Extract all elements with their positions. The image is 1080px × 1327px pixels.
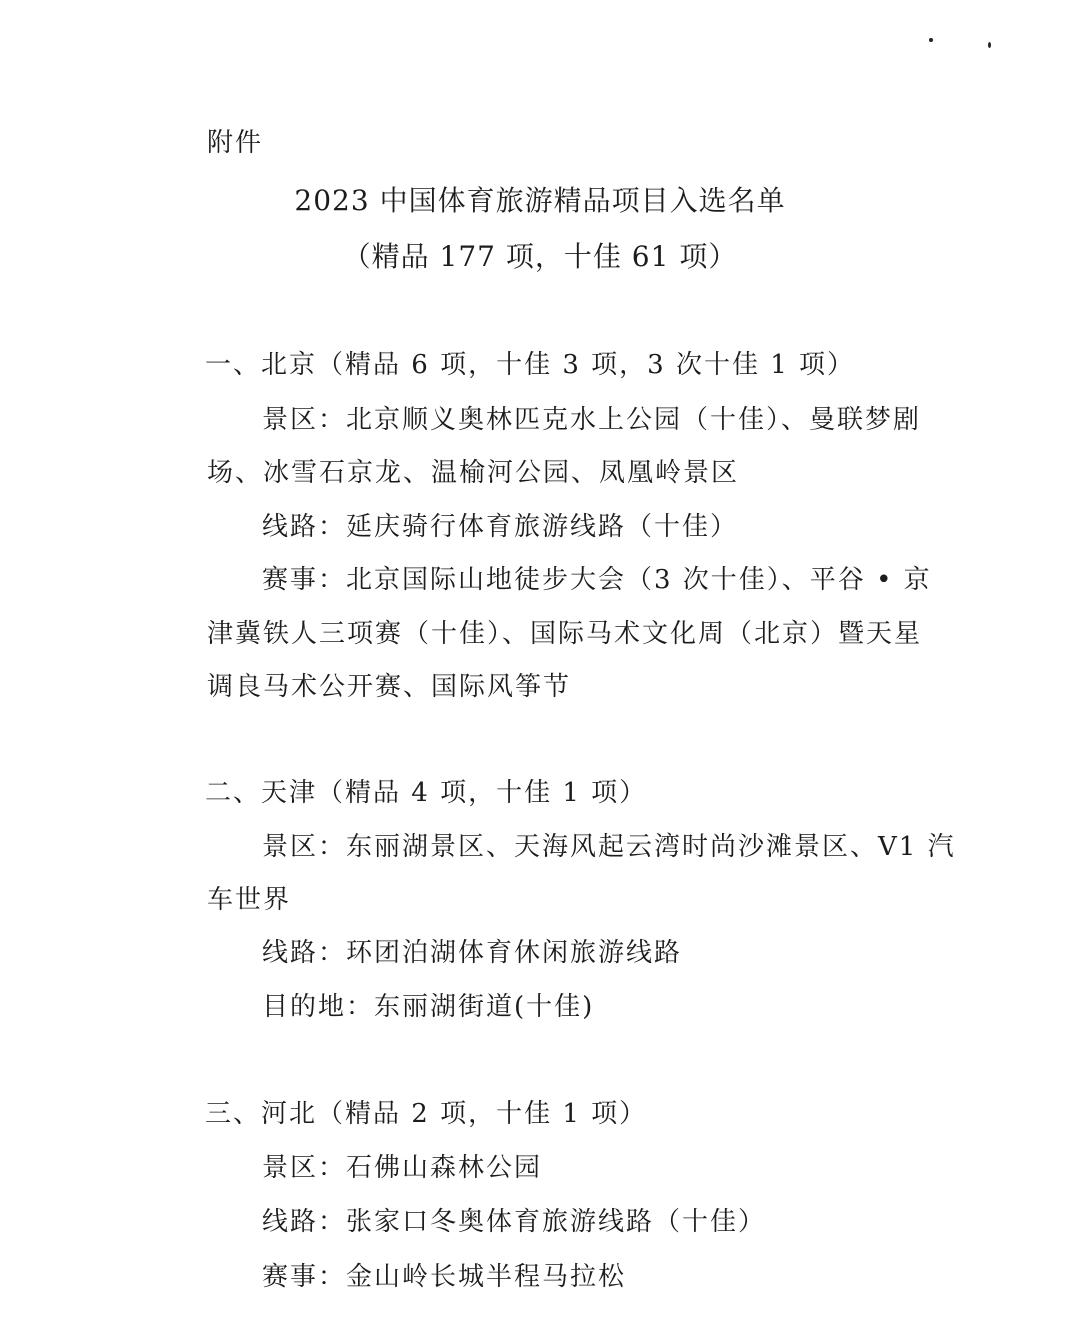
section-heading: 三、河北（精品 2 项，十佳 1 项） [205,1099,648,1129]
section-heading: 一、北京（精品 6 项，十佳 3 项，3 次十佳 1 项） [205,350,856,380]
section-line: 线路：延庆骑行体育旅游线路（十佳） [262,512,739,542]
attachment-label: 附件 [207,128,264,158]
scan-speck [988,42,991,48]
section-line: 景区：东丽湖景区、天海风起云湾时尚沙滩景区、V1 汽 [262,832,956,862]
section-line: 车世界 [207,885,292,915]
section-line: 调良马术公开赛、国际风筝节 [207,672,572,702]
section-line: 赛事：金山岭长城半程马拉松 [262,1262,627,1292]
document-subtitle: （精品 177 项，十佳 61 项） [342,240,738,273]
section-line: 景区：石佛山森林公园 [262,1153,543,1183]
section-line: 场、冰雪石京龙、温榆河公园、凤凰岭景区 [207,458,740,488]
document-title: 2023 中国体育旅游精品项目入选名单 [294,184,786,217]
section-line: 线路：环团泊湖体育休闲旅游线路 [262,938,683,968]
section-line: 线路：张家口冬奥体育旅游线路（十佳） [262,1207,767,1237]
section-line: 津冀铁人三项赛（十佳）、国际马术文化周（北京）暨天星 [207,619,923,649]
section-heading: 二、天津（精品 4 项，十佳 1 项） [205,778,648,808]
scan-speck [929,38,933,42]
section-line: 景区：北京顺义奥林匹克水上公园（十佳）、曼联梦剧 [262,405,922,435]
section-line: 赛事：北京国际山地徒步大会（3 次十佳）、平谷 • 京 [262,565,932,595]
section-line: 目的地：东丽湖街道(十佳) [262,992,595,1022]
